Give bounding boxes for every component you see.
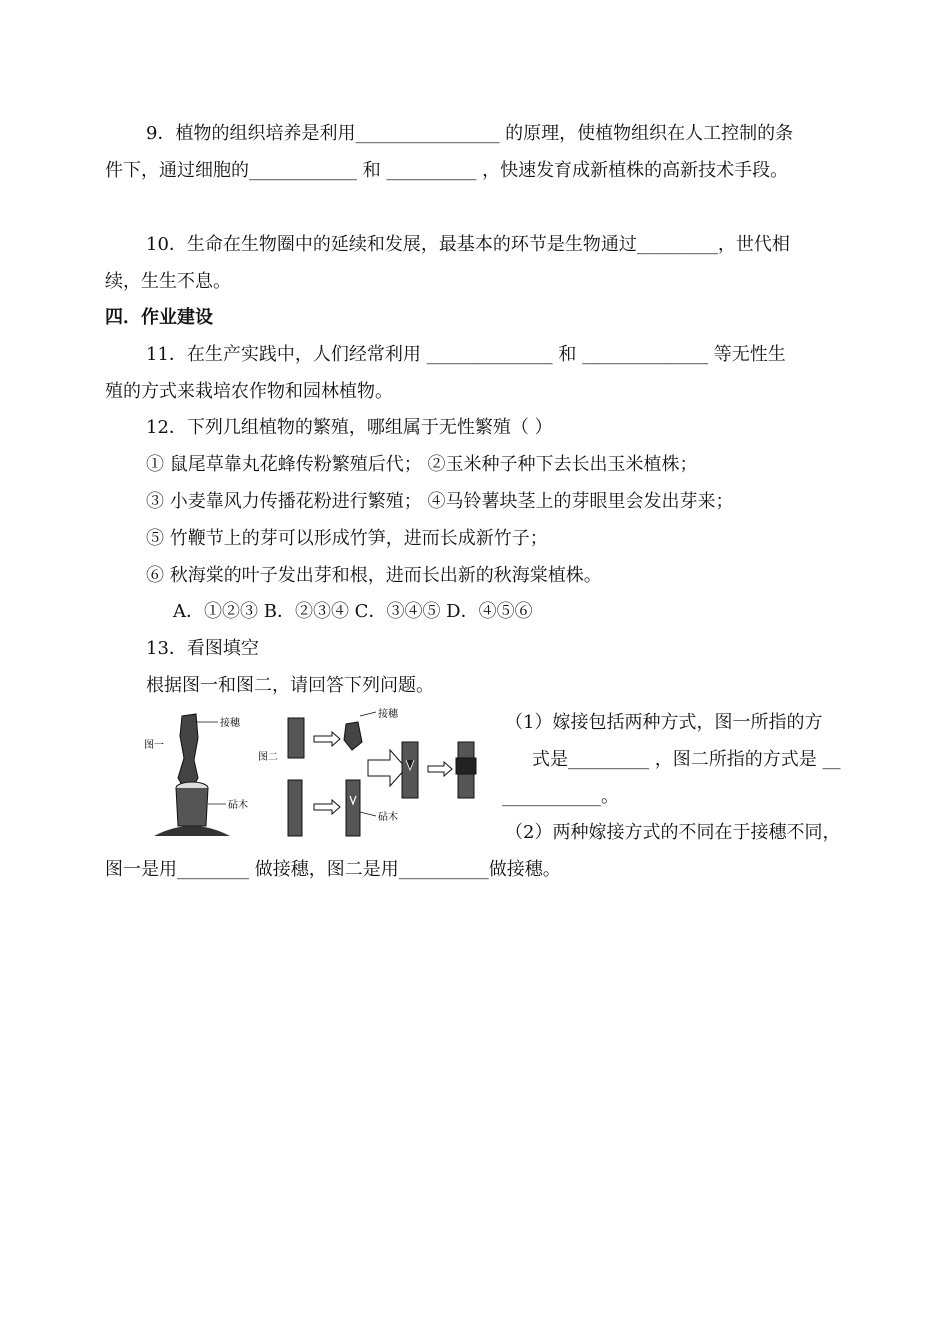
q13-intro: 根据图一和图二，请回答下列问题。 (146, 675, 434, 696)
q12-item: ⑥ 秋海棠的叶子发出芽和根，进而长出新的秋海棠植株。 (146, 565, 602, 586)
q12-stem: 12．下列几组植物的繁殖，哪组属于无性繁殖（ ） (146, 417, 553, 438)
figure-two-stock-label: 砧木 (378, 812, 398, 823)
figure-two-scion-label: 接穗 (378, 709, 398, 720)
arrow-right-icon (428, 762, 452, 776)
arrow-right-icon (314, 800, 340, 814)
q10-line2: 续，生生不息。 (105, 271, 231, 292)
q12-item: ③ 小麦靠风力传播花粉进行繁殖； ④马铃薯块茎上的芽眼里会发出芽来； (146, 491, 734, 512)
q11-line1: 11．在生产实践中，人们经常利用 ______________ 和 ______________ 等无性生 (146, 344, 786, 365)
grafting-illustration (140, 708, 492, 842)
q13-part2-line2: 图一是用________ 做接穗，图二是用__________做接穗。 (105, 859, 561, 880)
q9-line1: 9．植物的组织培养是利用________________ 的原理，使植物组织在人工控制的条 (146, 123, 794, 144)
q12-options: A．①②③ B．②③④ C．③④⑤ D．④⑤⑥ (173, 601, 533, 622)
figure-one (144, 714, 248, 836)
q13-part1-line1: （1）嫁接包括两种方式，图一所指的方 (505, 712, 823, 733)
bud-scion-illustration (344, 722, 362, 750)
cut-stem-illustration (346, 780, 360, 836)
q12-item: ⑤ 竹鞭节上的芽可以形成竹笋，进而长成新竹子； (146, 528, 548, 549)
q13-title: 13．看图填空 (146, 638, 259, 659)
q13-part1-line3: ___________。 (502, 786, 619, 807)
branch-illustration (288, 718, 304, 758)
soil-illustration (154, 826, 230, 836)
q11-line2: 殖的方式来栽培农作物和园林植物。 (105, 381, 393, 402)
figure-two (258, 708, 476, 836)
stem-illustration (288, 780, 302, 836)
q9-line2: 件下，通过细胞的____________ 和 __________ ，快速发育成新植株的高新技术手段。 (105, 160, 789, 181)
q10-line1: 10．生命在生物圈中的延续和发展，最基本的环节是生物通过_________，世代相 (146, 234, 790, 255)
q13-part1-line2: 式是_________ ，图二所指的方式是 __ (532, 749, 841, 770)
figure-one-label: 图一 (144, 740, 164, 751)
rootstock-illustration (176, 788, 208, 826)
section-heading: 四．作业建设 (105, 307, 213, 328)
grafting-figure (140, 708, 492, 842)
arrow-right-icon (314, 732, 340, 746)
q12-item: ① 鼠尾草靠丸花蜂传粉繁殖后代； ②玉米种子种下去长出玉米植株； (146, 454, 698, 475)
figure-two-label: 图二 (258, 752, 278, 763)
binding-wrap-illustration (456, 758, 476, 774)
large-arrow-icon (368, 750, 406, 786)
q13-part2-line1: （2）两种嫁接方式的不同在于接穗不同， (505, 822, 841, 843)
figure-one-stock-label: 砧木 (228, 800, 248, 811)
figure-one-scion-label: 接穗 (220, 718, 240, 729)
